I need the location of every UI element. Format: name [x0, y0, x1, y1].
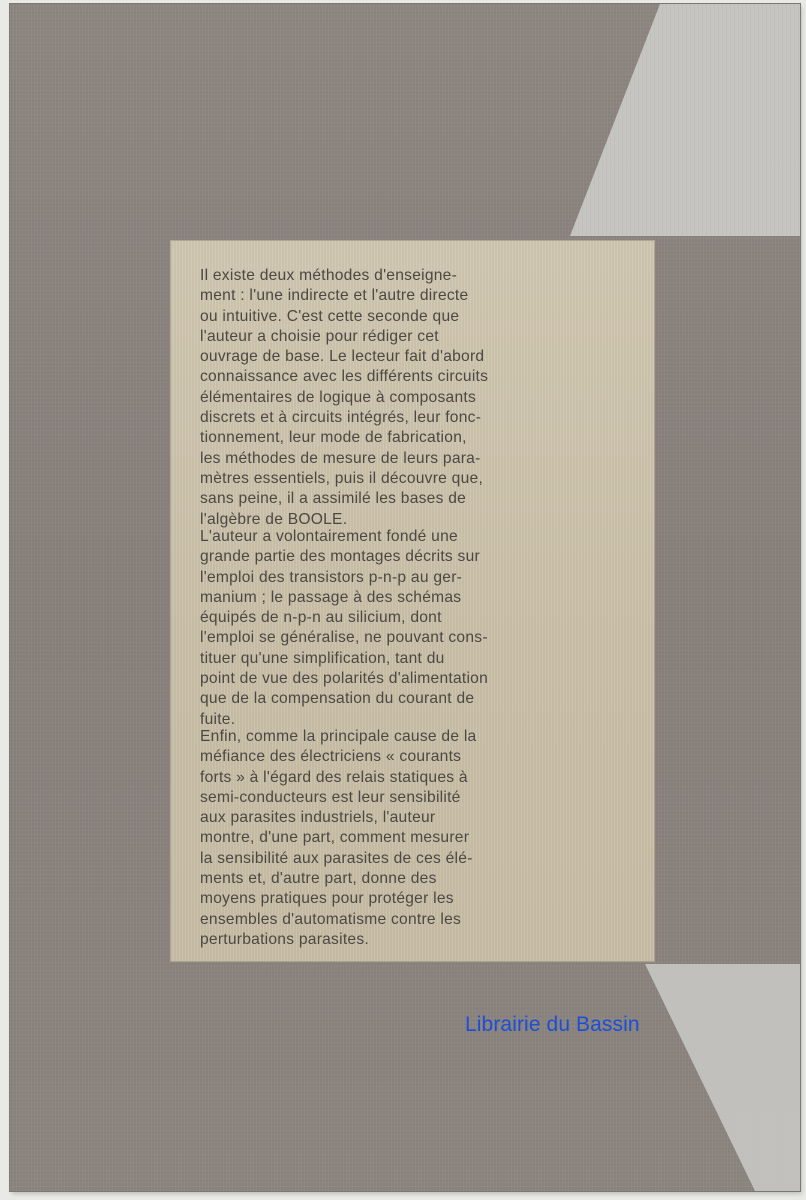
blurb-paragraph-1: Il existe deux méthodes d'enseigne- ment : l'une indirecte et l'autre directe ou intuitive. C'est cette seconde que l'auteur a choisie pour rédiger cet ouvrage de base. Le lecteur fait d'abord connaissance avec les différents circuits élémentaires de logique à composants discrets et à circuits intégrés, leur fonc- tionnement, leur mode de fabrication, les méthodes de mesure de leurs para- mètres essentiels, puis il découvre que, sans peine, il a assimilé les bases de l'algèbre de BOOLE.	[200, 267, 489, 528]
blurb-panel	[170, 240, 655, 962]
top-right-corner-band	[10, 4, 800, 264]
bookstore-watermark: Librairie du Bassin	[465, 1013, 640, 1036]
blurb-paragraph-2: L'auteur a volontairement fondé une grande partie des montages décrits sur l'emploi des transistors p-n-p au ger- manium ; le passage à des schémas équipés de n-p-n au silicium, dont l'emploi se généralise, ne pouvant cons- tituer qu'une simplification, tant du point de vue des polarités d'alimentation que de la compensation du courant de fuite.	[200, 528, 489, 728]
blurb-paragraph-3: Enfin, comme la principale cause de la méfiance des électriciens « courants forts » à l'égard des relais statiques à semi-conducteurs est leur sensibilité aux parasites industriels, l'auteur montre, d'une part, comment mesurer la sensibilité aux parasites de ces élé- ments et, d'autre part, donne des moyens pratiques pour protéger les ensembles d'automatisme contre les perturbations parasites.	[200, 728, 477, 948]
bottom-right-corner-band	[10, 964, 800, 1191]
book-back-cover	[10, 4, 800, 1191]
